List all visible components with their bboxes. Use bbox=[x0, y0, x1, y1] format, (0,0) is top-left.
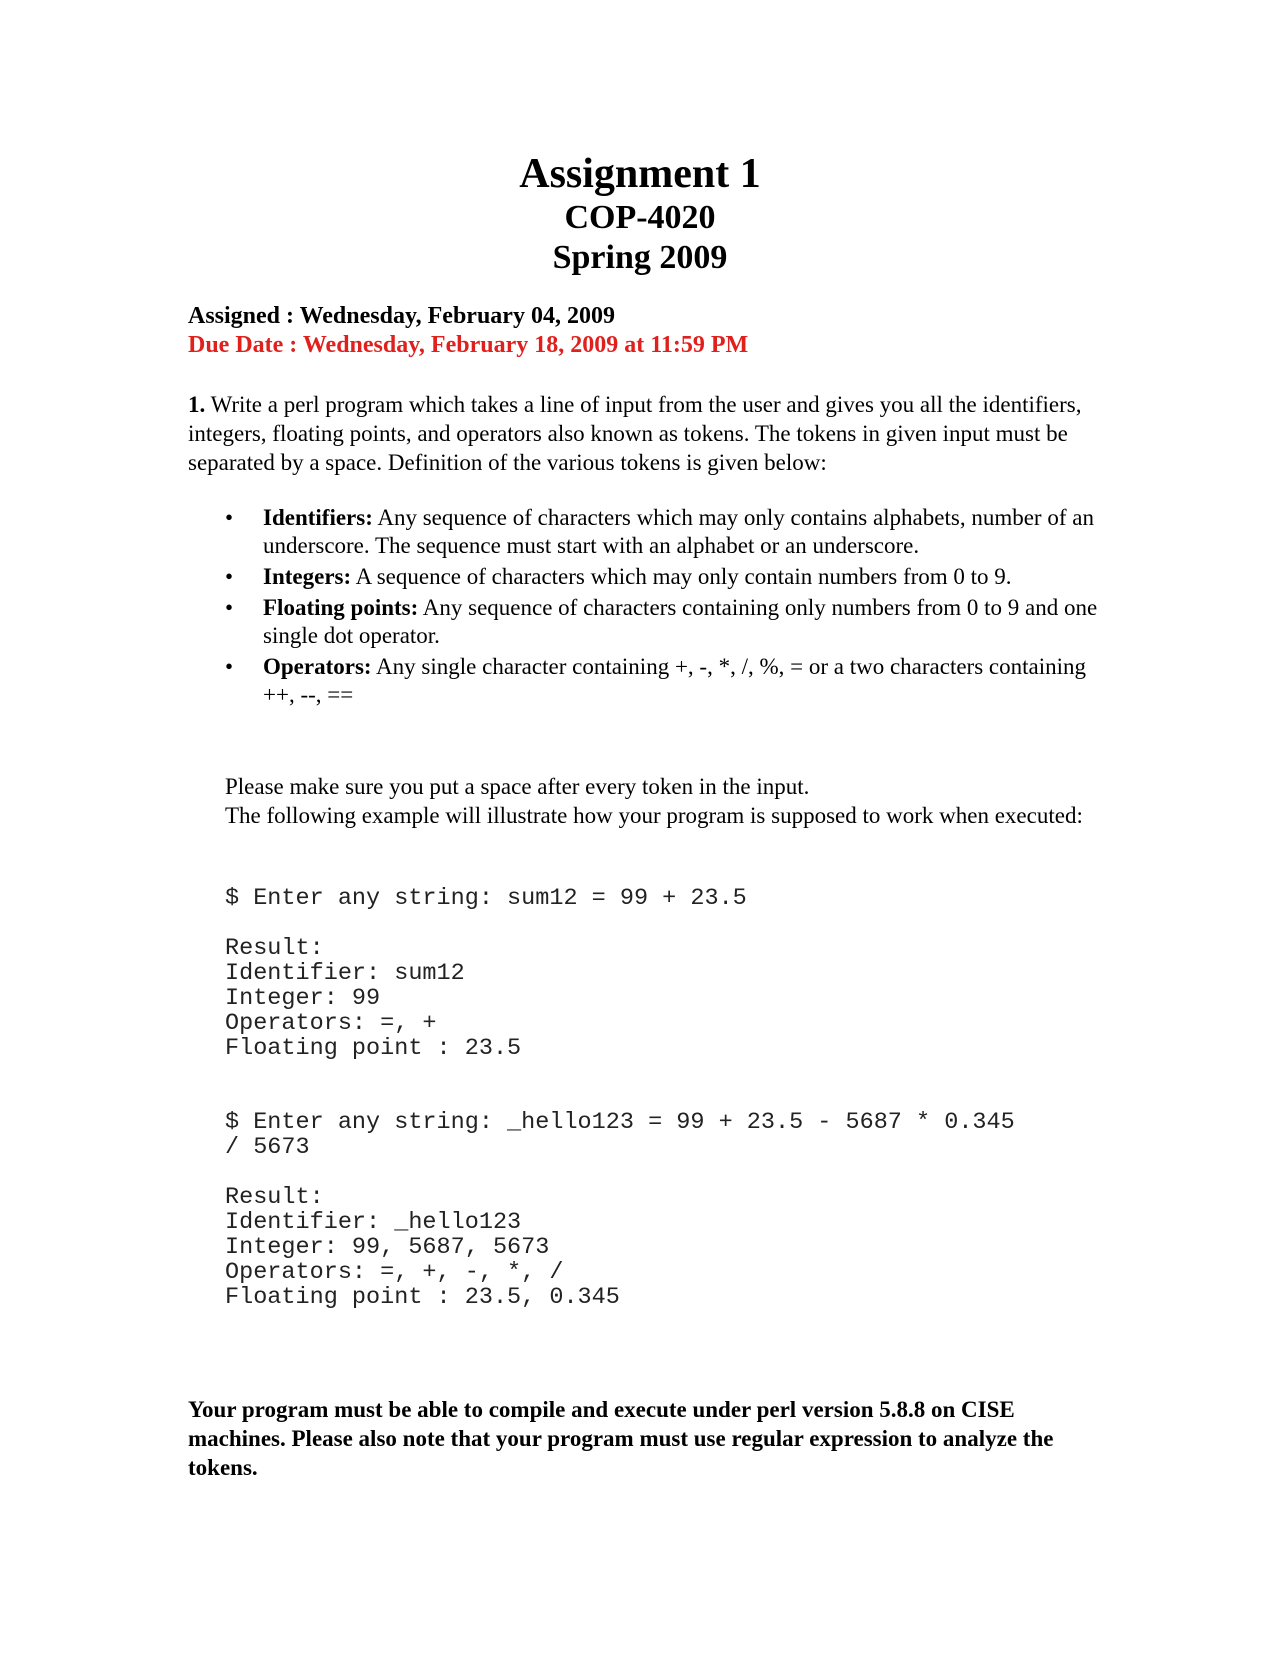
example-2-command: $ Enter any string: _hello123 = 99 + 23.5 - 5687 * 0.345 / 5673 bbox=[225, 1109, 1015, 1161]
token-definitions-list bbox=[188, 504, 1108, 712]
closing-requirements: Your program must be able to compile and execute under perl version 5.8.8 on CISE machines. Please also note that your program must use regular expression to analyze the tokens. bbox=[188, 1397, 1054, 1480]
bullet-text: Any single character containing +, -, *, /, %, = or a two characters containing ++, --, == bbox=[263, 654, 1087, 707]
bullet-icon: • bbox=[225, 564, 234, 589]
question-number: 1. bbox=[188, 392, 206, 417]
assignment-title: Assignment 1 bbox=[519, 151, 761, 197]
list-item bbox=[188, 594, 1108, 650]
bullet-text: A sequence of characters which may only contain numbers from 0 to 9. bbox=[351, 564, 1012, 589]
bullet-icon: • bbox=[225, 505, 234, 530]
example-2-result: Result: Identifier: _hello123 Integer: 99, 5687, 5673 Operators: =, +, -, *, / Floating point : 23.5, 0.345 bbox=[225, 1184, 620, 1311]
list-item bbox=[188, 653, 1108, 709]
bullet-icon: • bbox=[225, 595, 234, 620]
dates-block bbox=[188, 302, 748, 360]
title-block bbox=[0, 150, 1280, 278]
list-item bbox=[188, 504, 1108, 560]
note-line-2: The following example will illustrate how your program is supposed to work when executed: bbox=[225, 803, 1083, 828]
bullet-icon: • bbox=[225, 654, 234, 679]
instructions-note bbox=[225, 772, 1105, 830]
term: Spring 2009 bbox=[552, 239, 728, 276]
question-intro bbox=[188, 390, 1108, 477]
due-date: Due Date : Wednesday, February 18, 2009 at 11:59 PM bbox=[188, 332, 749, 358]
bullet-label: Integers: bbox=[263, 564, 352, 589]
bullet-label: Operators: bbox=[263, 654, 372, 679]
bullet-label: Floating points: bbox=[263, 595, 419, 620]
example-1-result: Result: Identifier: sum12 Integer: 99 Operators: =, + Floating point : 23.5 bbox=[225, 935, 522, 1062]
bullet-text: Any sequence of characters containing only numbers from 0 to 9 and one single dot operator. bbox=[263, 595, 1098, 648]
assigned-date: Assigned : Wednesday, February 04, 2009 bbox=[188, 303, 615, 329]
example-1-command: $ Enter any string: sum12 = 99 + 23.5 bbox=[225, 885, 747, 912]
bullet-text: Any sequence of characters which may only contains alphabets, number of an underscore. The sequence must start with an alphabet or an underscore. bbox=[263, 505, 1094, 558]
course-code: COP-4020 bbox=[564, 199, 716, 236]
note-line-1: Please make sure you put a space after every token in the input. bbox=[225, 774, 810, 799]
bullet-label: Identifiers: bbox=[263, 505, 373, 530]
list-item bbox=[188, 563, 1108, 591]
question-text: Write a perl program which takes a line of input from the user and gives you all the identifiers, integers, floating points, and operators also known as tokens. The tokens in given input must be separated by a space. Definition of the various tokens is given below: bbox=[188, 392, 1082, 475]
